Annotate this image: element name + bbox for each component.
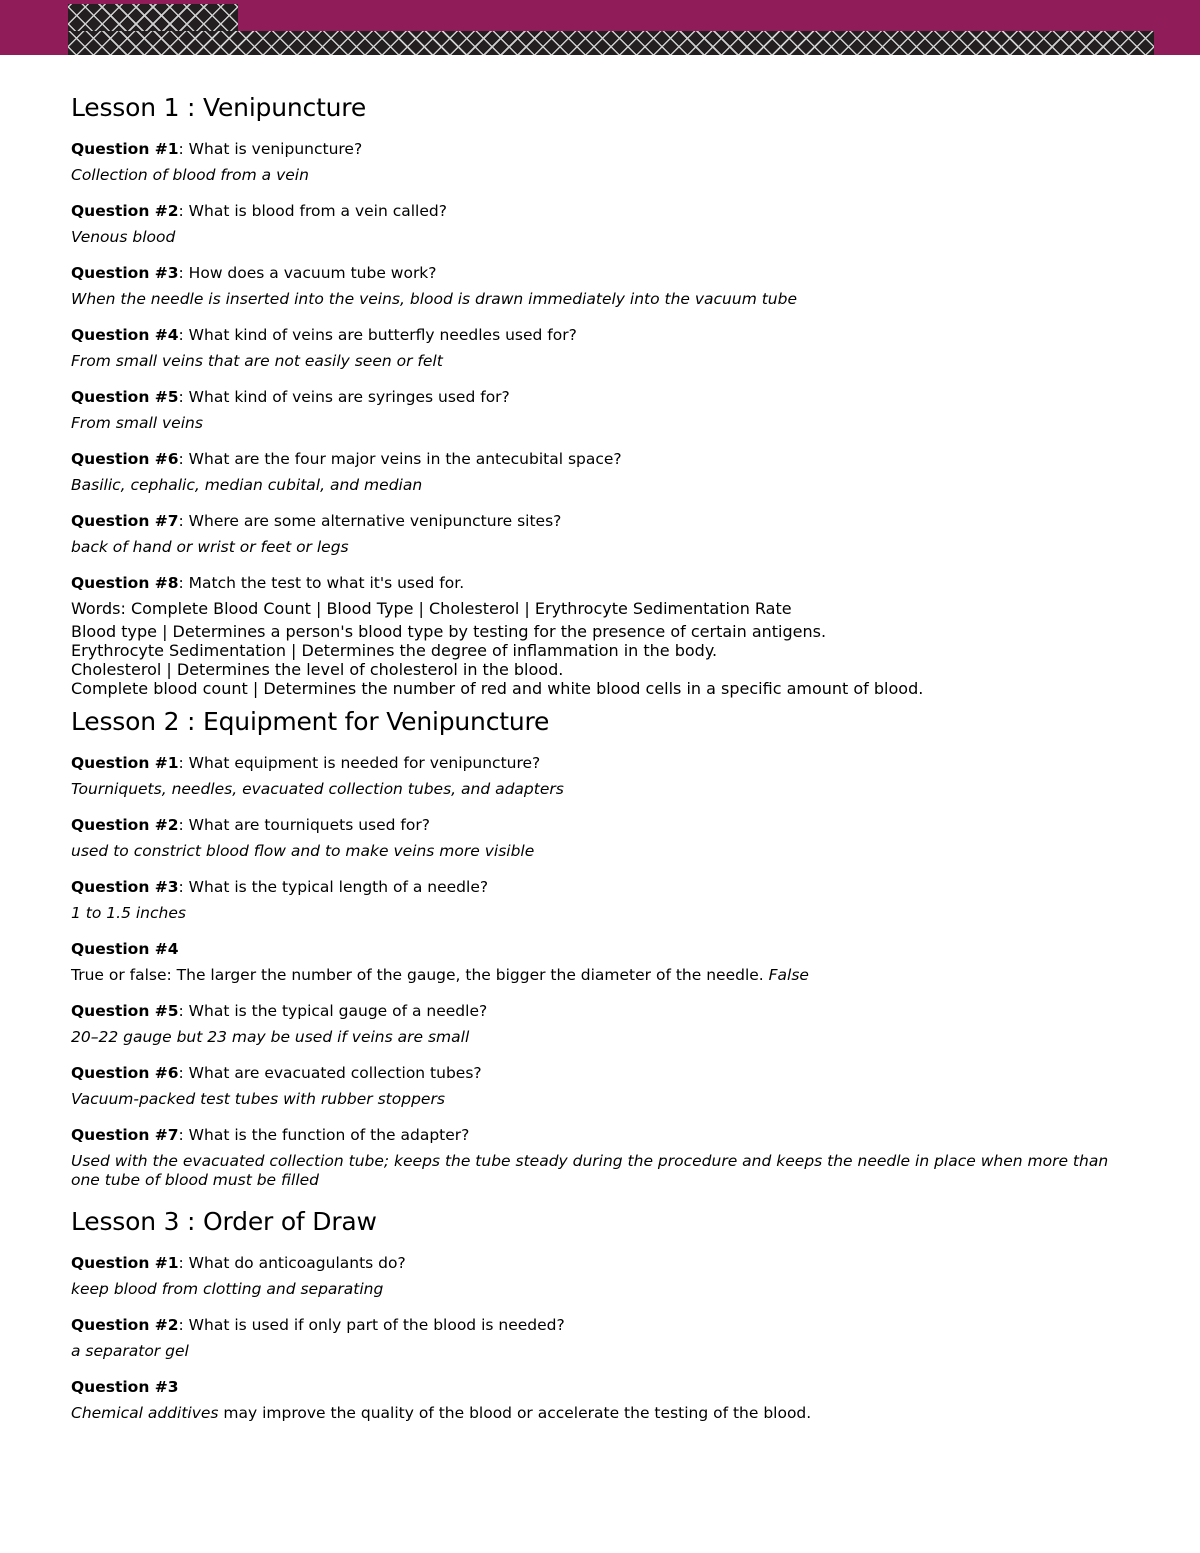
question-label: Question #6 <box>71 450 179 468</box>
answer-text: From small veins that are not easily seen or felt <box>71 352 443 370</box>
question-text: : What are tourniquets used for? <box>178 816 430 834</box>
question-label: Question #7 <box>71 512 179 530</box>
question-text: : What is the typical gauge of a needle? <box>178 1002 488 1020</box>
question-label: Question #1 <box>71 754 179 772</box>
lesson-3-question-2 <box>71 1312 1141 1364</box>
lesson-1-title: Lesson 1 : Venipuncture <box>71 93 367 122</box>
lesson-2-question-5 <box>71 998 1141 1050</box>
answer-text: 20–22 gauge but 23 may be used if veins are small <box>71 1028 470 1046</box>
question-text: : What are evacuated collection tubes? <box>178 1064 482 1082</box>
lesson-1-question-3 <box>71 260 1141 312</box>
lesson-2-question-4 <box>71 936 1141 988</box>
match-line: Blood type | Determines a person's blood type by testing for the presence of certain antigens. <box>71 622 827 641</box>
lesson-1-question-2 <box>71 198 1141 250</box>
answer-text: back of hand or wrist or feet or legs <box>71 538 349 556</box>
lesson-1-section <box>71 90 1141 698</box>
question-label: Question #2 <box>71 1316 179 1334</box>
true-false-statement: True or false: The larger the number of the gauge, the bigger the diameter of the needle. <box>71 966 769 984</box>
answer-text: keep blood from clotting and separating <box>71 1280 384 1298</box>
lesson-2-question-7 <box>71 1122 1141 1190</box>
answer-text: Collection of blood from a vein <box>71 166 309 184</box>
answer-text: Used with the evacuated collection tube; keeps the tube steady during the procedure and keeps the needle in place when more than one tube of blood must be filled <box>71 1152 1109 1189</box>
question-text: : How does a vacuum tube work? <box>178 264 437 282</box>
question-text: : What is the function of the adapter? <box>178 1126 470 1144</box>
question-text: : What kind of veins are butterfly needles used for? <box>178 326 577 344</box>
question-text: : What kind of veins are syringes used for? <box>178 388 510 406</box>
answer-text: Vacuum-packed test tubes with rubber stoppers <box>71 1090 445 1108</box>
question-label: Question #1 <box>71 1254 179 1272</box>
question-label: Question #3 <box>71 878 179 896</box>
question-label: Question #7 <box>71 1126 179 1144</box>
question-label: Question #4 <box>71 940 179 958</box>
lesson-3-question-3 <box>71 1374 1141 1426</box>
question-label: Question #3 <box>71 1378 179 1396</box>
question-label: Question #5 <box>71 1002 179 1020</box>
question-label: Question #6 <box>71 1064 179 1082</box>
answer-text: From small veins <box>71 414 203 432</box>
lesson-3-section <box>71 1204 1141 1426</box>
question-text: : What is used if only part of the blood is needed? <box>178 1316 565 1334</box>
answer-text: 1 to 1.5 inches <box>71 904 186 922</box>
lesson-2-question-1 <box>71 750 1141 802</box>
question-label: Question #1 <box>71 140 179 158</box>
question-label: Question #4 <box>71 326 179 344</box>
header-pattern-block <box>68 4 238 32</box>
question-text: : Where are some alternative venipuncture sites? <box>178 512 562 530</box>
question-text: : What is blood from a vein called? <box>178 202 447 220</box>
question-text: : What is the typical length of a needle? <box>178 878 489 896</box>
lesson-3-question-1 <box>71 1250 1141 1302</box>
answer-text: False <box>768 966 809 984</box>
question-text: : What equipment is needed for venipuncture? <box>178 754 541 772</box>
answer-text: Venous blood <box>71 228 176 246</box>
lesson-1-question-1 <box>71 136 1141 188</box>
match-line: Complete blood count | Determines the number of red and white blood cells in a specific amount of blood. <box>71 679 924 698</box>
question-text: : What is venipuncture? <box>178 140 363 158</box>
answer-emphasis: Chemical additives <box>71 1404 219 1422</box>
question-text: : What do anticoagulants do? <box>178 1254 406 1272</box>
lesson-1-question-6 <box>71 446 1141 498</box>
match-line: Cholesterol | Determines the level of cholesterol in the blood. <box>71 660 564 679</box>
lesson-1-question-7 <box>71 508 1141 560</box>
word-bank: Words: Complete Blood Count | Blood Type | Cholesterol | Erythrocyte Sedimentation Rate <box>71 599 792 618</box>
lesson-2-title: Lesson 2 : Equipment for Venipuncture <box>71 707 550 736</box>
lesson-3-title: Lesson 3 : Order of Draw <box>71 1207 377 1236</box>
lesson-1-question-4 <box>71 322 1141 374</box>
answer-text: may improve the quality of the blood or accelerate the testing of the blood. <box>218 1404 812 1422</box>
lesson-1-question-5 <box>71 384 1141 436</box>
question-label: Question #2 <box>71 202 179 220</box>
question-text: : Match the test to what it's used for. <box>178 574 465 592</box>
answer-text: Tourniquets, needles, evacuated collection tubes, and adapters <box>71 780 564 798</box>
question-label: Question #3 <box>71 264 179 282</box>
question-label: Question #5 <box>71 388 179 406</box>
document-body <box>71 90 1141 1426</box>
question-label: Question #2 <box>71 816 179 834</box>
match-line: Erythrocyte Sedimentation | Determines the degree of inflammation in the body. <box>71 641 718 660</box>
answer-text: a separator gel <box>71 1342 189 1360</box>
lesson-2-question-6 <box>71 1060 1141 1112</box>
lesson-1-question-8 <box>71 570 1141 698</box>
lesson-2-question-3 <box>71 874 1141 926</box>
answer-text: When the needle is inserted into the veins, blood is drawn immediately into the vacuum tube <box>71 290 798 308</box>
header-pattern-strip <box>68 31 1154 55</box>
lesson-2-section <box>71 704 1141 1190</box>
question-text: : What are the four major veins in the antecubital space? <box>178 450 622 468</box>
answer-text: used to constrict blood flow and to make veins more visible <box>71 842 535 860</box>
lesson-2-question-2 <box>71 812 1141 864</box>
question-label: Question #8 <box>71 574 179 592</box>
answer-text: Basilic, cephalic, median cubital, and median <box>71 476 423 494</box>
